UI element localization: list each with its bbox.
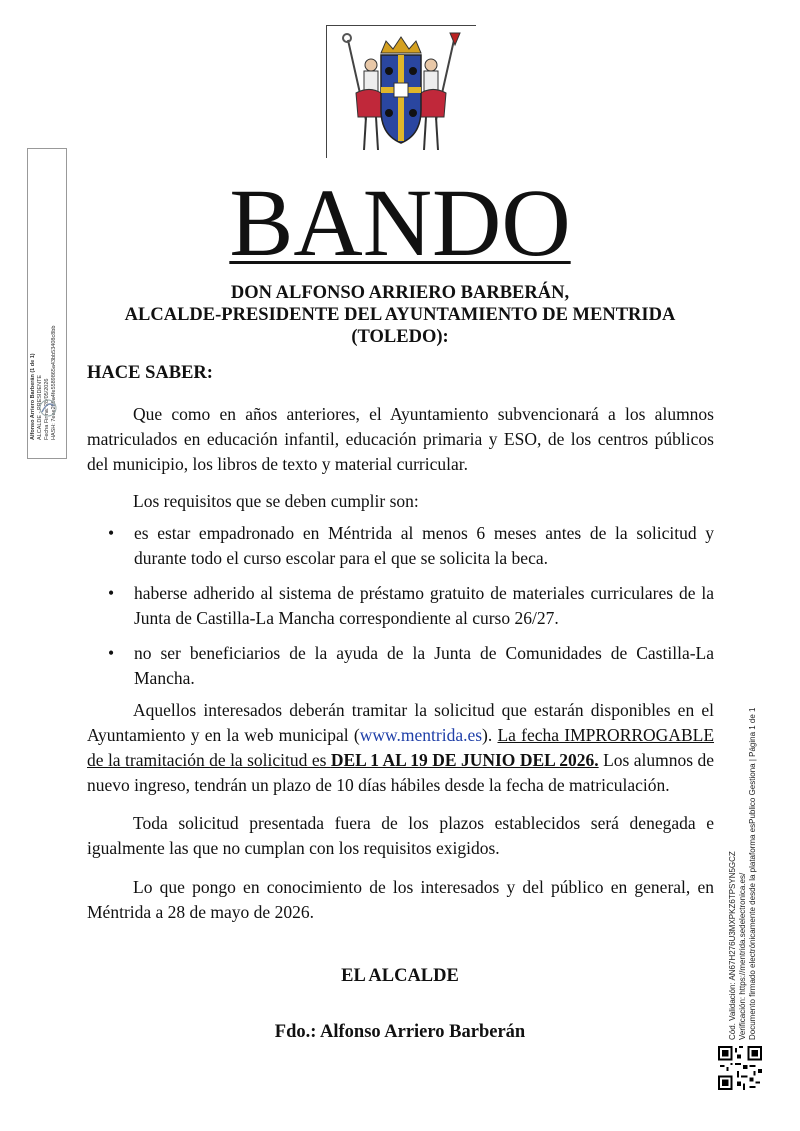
bullet-icon: • [108, 583, 115, 603]
signature-role: EL ALCALDE [341, 966, 459, 986]
paragraph-closing: Lo que pongo en conocimiento de los interesados y del público en general, en Méntrida a 28 de mayo de 2026. [87, 877, 714, 922]
deadline-notice: La fecha IMPRORROGABLE de la tramitación de la solicitud es [87, 725, 715, 770]
paragraph-denegada: Toda solicitud presentada fuera de los plazos establecidos será denegada e igualmente las que no cumplan con los requisitos exigidos. [87, 813, 714, 858]
deadline-dates: DEL 1 AL 19 DE JUNIO DEL 2026. [330, 750, 599, 770]
list-item: • no ser beneficiarios de la ayuda de la Junta de Comunidades de Castilla-La Mancha. [108, 643, 714, 688]
list-item: • haberse adherido al sistema de préstamo gratuito de materiales curriculares de la Junta de Castilla-La Mancha correspondiente al curso 26/27. [108, 583, 714, 628]
page-title: BANDO [229, 169, 571, 276]
hace-saber-label: HACE SABER: [87, 363, 213, 383]
qr-code-icon [718, 1046, 762, 1090]
paragraph-interesados: Aquellos interesados deberán tramitar la solicitud que estarán disponibles en el Ayuntamiento y en la web municipal (www.mentrida.es). La fecha IMPRORROGABLE de la tramitación de la solicitud es DEL 1 AL 19 DE JUNIO DEL 2026. Los alumnos de nuevo ingreso, tendrán un plazo de 10 días hábiles desde la fecha de matriculación. [87, 700, 715, 795]
municipal-website-link[interactable]: www.mentrida.es [359, 725, 483, 745]
signature-name: Fdo.: Alfonso Arriero Barberán [274, 1022, 526, 1042]
bullet-icon: • [108, 643, 115, 663]
issuer-location: (TOLEDO): [351, 327, 449, 347]
verification-text: Cód. Validación: AN67H276U3MXPKZ6TPSYN5GCZ Verificación: https://mentrida.sedelectronica.es/ Documento firmado electrónicamente desde la plataforma esPublico Gestiona | Página 1 de 1 [728, 707, 757, 1040]
list-item: • es estar empadronado en Méntrida al menos 6 meses antes de la solicitud y durante todo el curso escolar para el que se solicita la beca. [108, 523, 714, 568]
signature-seal-icon [38, 398, 58, 418]
requirements-intro: Los requisitos que se deben cumplir son: [133, 491, 419, 511]
bullet-icon: • [108, 523, 115, 543]
issuer-name: DON ALFONSO ARRIERO BARBERÁN, [230, 283, 570, 303]
paragraph-intro: Que como en años anteriores, el Ayuntamiento subvencionará a los alumnos matriculados en educación infantil, educación primaria y ESO, de los centros públicos del municipio, los libros de texto y material curricular. [87, 404, 714, 474]
issuer-role: ALCALDE-PRESIDENTE DEL AYUNTAMIENTO DE MENTRIDA [124, 305, 676, 325]
municipal-coat-of-arms-icon [326, 25, 476, 158]
requirements-list [87, 521, 714, 701]
issuer-heading [80, 282, 720, 348]
digital-signature-text: Alfonso Arriero Barberán (1 de 1) ALCALDE - PRESIDENTE Fecha Firma: 28/05/2026 HASH: 7eee299a4fe5589865a43bb53408c8bb [30, 325, 57, 440]
